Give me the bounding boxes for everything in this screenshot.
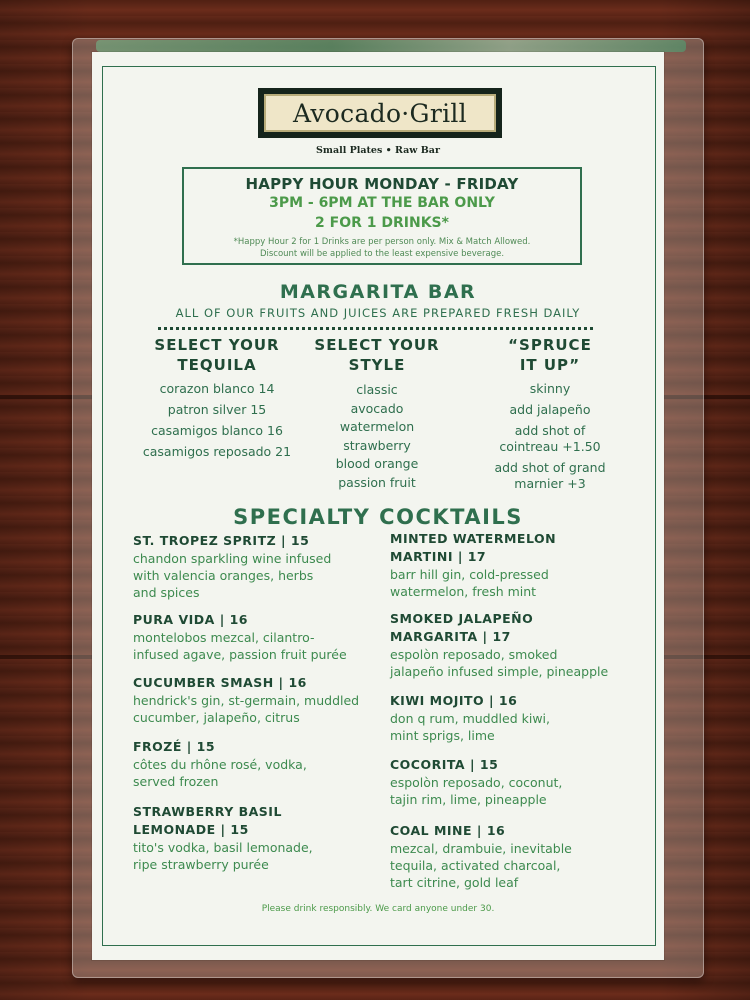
cocktail-item [133,803,378,873]
cocktail-item [390,756,635,808]
cocktail-description-line: chandon sparkling wine infused [133,551,332,566]
cocktail-item [390,610,635,680]
cocktail-description-line: cucumber, jalapeño, citrus [133,710,300,725]
specialty-cocktails-title: SPECIALTY COCKTAILS [233,505,523,529]
cocktail-description-line: watermelon, fresh mint [390,584,537,599]
cocktail-name: ST. TROPEZ SPRITZ | 15 [133,533,310,548]
cocktail-description-line: barr hill gin, cold-pressed [390,567,549,582]
cocktail-item [133,532,378,601]
happy-hour-note-line: *Happy Hour 2 for 1 Drinks are per person only. Mix & Match Allowed. [233,237,531,247]
style-heading-line: SELECT YOUR [314,336,440,354]
tequila-item: casamigos blanco 16 [151,423,283,438]
cocktail-name: STRAWBERRY BASIL [133,804,282,819]
cocktail-name: PURA VIDA | 16 [133,612,249,627]
style-heading-line: STYLE [348,356,406,374]
cocktail-item [133,738,378,790]
tequila-heading-line: SELECT YOUR [154,336,280,354]
cocktail-description-line: tito's vodka, basil lemonade, [133,840,313,855]
margarita-bar-subtitle: ALL OF OUR FRUITS AND JUICES ARE PREPARED FRESH DAILY [175,306,581,320]
restaurant-tagline: Small Plates • Raw Bar [316,145,440,156]
tequila-heading [142,335,292,375]
menu-card [92,52,664,960]
cocktail-description-line: espolòn reposado, smoked [390,647,558,662]
style-item: blood orange [335,456,419,471]
style-item: classic [356,382,398,397]
tequila-heading-line: TEQUILA [177,356,257,374]
style-heading [302,335,452,375]
cocktail-description-line: jalapeño infused simple, pineapple [390,664,609,679]
cocktail-name-line: MARTINI | 17 [390,549,487,564]
spruce-column [470,335,630,497]
cocktail-name: SMOKED JALAPEÑO [390,611,534,626]
cocktail-description-line: infused agave, passion fruit purée [133,647,347,662]
cocktail-item [390,822,635,891]
spruce-heading-line: IT UP” [519,356,581,374]
happy-hour-note-line: Discount will be applied to the least expensive beverage. [259,249,505,259]
happy-hour-hours: 3PM - 6PM AT THE BAR ONLY [269,195,495,211]
cocktail-item [390,692,635,744]
cocktail-description-line: tequila, activated charcoal, [390,858,561,873]
cocktail-item [390,530,635,600]
style-item: avocado [350,400,404,416]
happy-hour-box [182,167,582,265]
cocktail-description-line: don q rum, muddled kiwi, [390,711,550,726]
happy-hour-offer: 2 FOR 1 DRINKS* [315,215,449,231]
cocktail-description-line: espolòn reposado, coconut, [390,775,563,790]
spruce-item: marnier +3 [514,476,586,491]
spruce-item: add jalapeño [509,402,591,417]
cocktail-item [133,611,378,663]
cocktail-name: FROZÉ | 15 [133,739,216,754]
footer-disclaimer: Please drink responsibly. We card anyone under 30. [261,904,495,914]
happy-hour-note [184,236,580,260]
cocktail-description-line: mezcal, drambuie, inevitable [390,841,572,856]
spruce-item: add shot of [514,423,586,438]
spruce-heading [470,335,630,375]
cocktail-name: COAL MINE | 16 [390,823,506,838]
sleeve-top-edge [96,40,686,52]
restaurant-logo [258,88,502,138]
style-item: passion fruit [338,474,416,490]
spruce-item: add shot of grand [494,460,606,475]
cocktail-description-line: côtes du rhône rosé, vodka, [133,757,307,772]
tequila-item: patron silver 15 [167,402,267,417]
cocktail-description-line: tart citrine, gold leaf [390,875,519,890]
cocktail-item [133,674,378,726]
margarita-bar-title: MARGARITA BAR [279,281,477,303]
style-item: strawberry [343,437,411,453]
style-item: watermelon [339,419,415,434]
tequila-column [142,335,292,465]
cocktail-description-line: hendrick's gin, st-germain, muddled [133,693,360,708]
cocktail-name-line: LEMONADE | 15 [133,822,249,837]
cocktail-description-line: montelobos mezcal, cilantro- [133,630,315,645]
restaurant-name: Avocado·Grill [264,94,496,132]
cocktail-description-line: tajin rim, lime, pineapple [390,792,547,807]
cocktail-description-line: and spices [133,585,200,600]
tequila-item: corazon blanco 14 [159,381,275,396]
cocktail-name: MINTED WATERMELON [390,531,557,546]
spruce-heading-line: “SPRUCE [508,336,592,354]
cocktail-name: KIWI MOJITO | 16 [390,693,518,708]
cocktail-description-line: with valencia oranges, herbs [133,568,314,583]
cocktail-name: COCORITA | 15 [390,757,499,772]
style-column [302,335,452,492]
cocktail-description-line: ripe strawberry purée [133,857,269,872]
dotted-divider [158,327,593,330]
spruce-item: cointreau +1.50 [499,439,601,454]
cocktail-description-line: served frozen [133,774,219,789]
cocktail-name: CUCUMBER SMASH | 16 [133,675,307,690]
happy-hour-title: HAPPY HOUR MONDAY - FRIDAY [245,175,519,193]
tequila-item: casamigos reposado 21 [142,444,292,459]
cocktail-name-line: MARGARITA | 17 [390,629,511,644]
spruce-item: skinny [529,381,571,396]
cocktail-description-line: mint sprigs, lime [390,728,495,743]
